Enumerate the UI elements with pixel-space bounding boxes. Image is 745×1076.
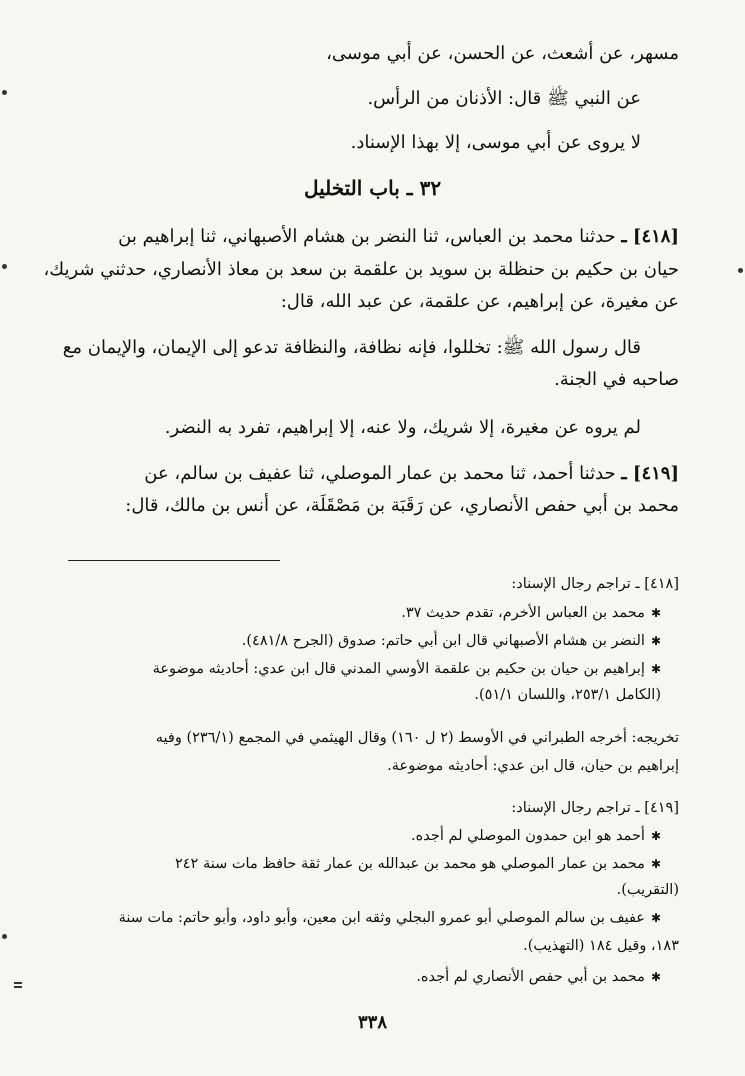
- footnote-item-cont: ١٨٣، وقيل ١٨٤ (التهذيب).: [523, 938, 679, 954]
- scan-mark: [2, 264, 7, 269]
- footnote-item-cont: (الكامل ٢٥٣/١، واللسان ٥١/١).: [474, 687, 661, 703]
- footnote-item-cont: (التقريب).: [616, 882, 679, 898]
- star-bullet-icon: ✱: [650, 606, 661, 620]
- hadith-text: حدثنا أحمد، ثنا محمد بن عمار الموصلي، ثنا عفيف بن سالم، عن: [144, 463, 616, 484]
- star-bullet-icon: ✱: [650, 662, 661, 676]
- hadith-418-line: حيان بن حكيم بن حنظلة بن سويد بن علقمة بن سعد بن معاذ الأنصاري، حدثني شريك،: [43, 259, 679, 280]
- footnote-item: ✱محمد بن أبي حفص الأنصاري لم أجده.: [416, 969, 661, 985]
- hadith-419-line: [144, 462, 679, 486]
- hadith-text: حدثنا محمد بن العباس، ثنا النضر بن هشام الأصبهاني، ثنا إبراهيم بن: [118, 226, 616, 247]
- scan-mark: [2, 90, 7, 95]
- footnote-item: ✱محمد بن العباس الأخرم، تقدم حديث ٣٧.: [401, 605, 661, 621]
- hadith-number: [٤١٨] ـ: [621, 226, 679, 247]
- star-bullet-icon: ✱: [650, 857, 661, 871]
- hadith-418-note: لم يروه عن مغيرة، إلا شريك، ولا عنه، إلا إبراهيم، تفرد به النضر.: [164, 417, 641, 438]
- hadith-418-line: صاحبه في الجنة.: [554, 369, 679, 390]
- scan-mark: [14, 982, 22, 984]
- footnote-heading: [٤١٨] ـ تراجم رجال الإسناد:: [511, 576, 679, 592]
- footnote-heading: [٤١٩] ـ تراجم رجال الإسناد:: [511, 800, 679, 816]
- text-line: لا يروى عن أبي موسى، إلا بهذا الإسناد.: [350, 132, 641, 153]
- scan-mark: [2, 934, 7, 939]
- hadith-419-line: محمد بن أبي حفص الأنصاري، عن رَقَبَة بن مَصْقَلَة، عن أنس بن مالك، قال:: [125, 495, 679, 516]
- star-bullet-icon: ✱: [650, 970, 661, 984]
- hadith-number: [٤١٩] ـ: [621, 463, 679, 484]
- text-line: مسهر، عن أشعث، عن الحسن، عن أبي موسى،: [326, 43, 679, 64]
- footnote-item: ✱إبراهيم بن حيان بن حكيم بن علقمة الأوسي المدني قال ابن عدي: أحاديثه موضوعة: [152, 661, 661, 677]
- star-bullet-icon: ✱: [650, 829, 661, 843]
- footnote-divider: [68, 560, 280, 561]
- takhrij-line: تخريجه: أخرجه الطبراني في الأوسط (٢ ل ١٦٠) وقال الهيثمي في المجمع (٢٣٦/١) وفيه: [155, 730, 679, 746]
- scan-mark: [738, 268, 743, 273]
- footnote-item: ✱أحمد هو ابن حمدون الموصلي لم أجده.: [411, 828, 661, 844]
- star-bullet-icon: ✱: [650, 634, 661, 648]
- footnote-item: ✱محمد بن عمار الموصلي هو محمد بن عبدالله بن عمار ثقة حافظ مات سنة ٢٤٢: [174, 856, 661, 872]
- star-bullet-icon: ✱: [650, 911, 661, 925]
- hadith-418-line: عن مغيرة، عن إبراهيم، عن علقمة، عن عبد الله، قال:: [280, 291, 679, 312]
- hadith-418-line: [118, 225, 679, 249]
- scan-mark: [14, 986, 22, 988]
- chapter-title: ٣٢ ـ باب التخليل: [303, 176, 442, 200]
- footnote-item: ✱النضر بن هشام الأصبهاني قال ابن أبي حاتم: صدوق (الجرح ٤٨١/٨).: [241, 633, 661, 649]
- page-number: ٣٣٨: [357, 1012, 387, 1033]
- text-line: عن النبي ﷺ قال: الأذنان من الرأس.: [367, 88, 641, 109]
- hadith-418-line: قال رسول الله ﷺ: تخللوا، فإنه نظافة، والنظافة تدعو إلى الإيمان، والإيمان مع: [62, 337, 641, 358]
- footnote-item: ✱عفيف بن سالم الموصلي أبو عمرو البجلي وثقه ابن معين، وأبو داود، وأبو حاتم: مات سنة: [118, 910, 661, 926]
- takhrij-line: إبراهيم بن حيان، قال ابن عدي: أحاديثه موضوعة.: [387, 758, 679, 774]
